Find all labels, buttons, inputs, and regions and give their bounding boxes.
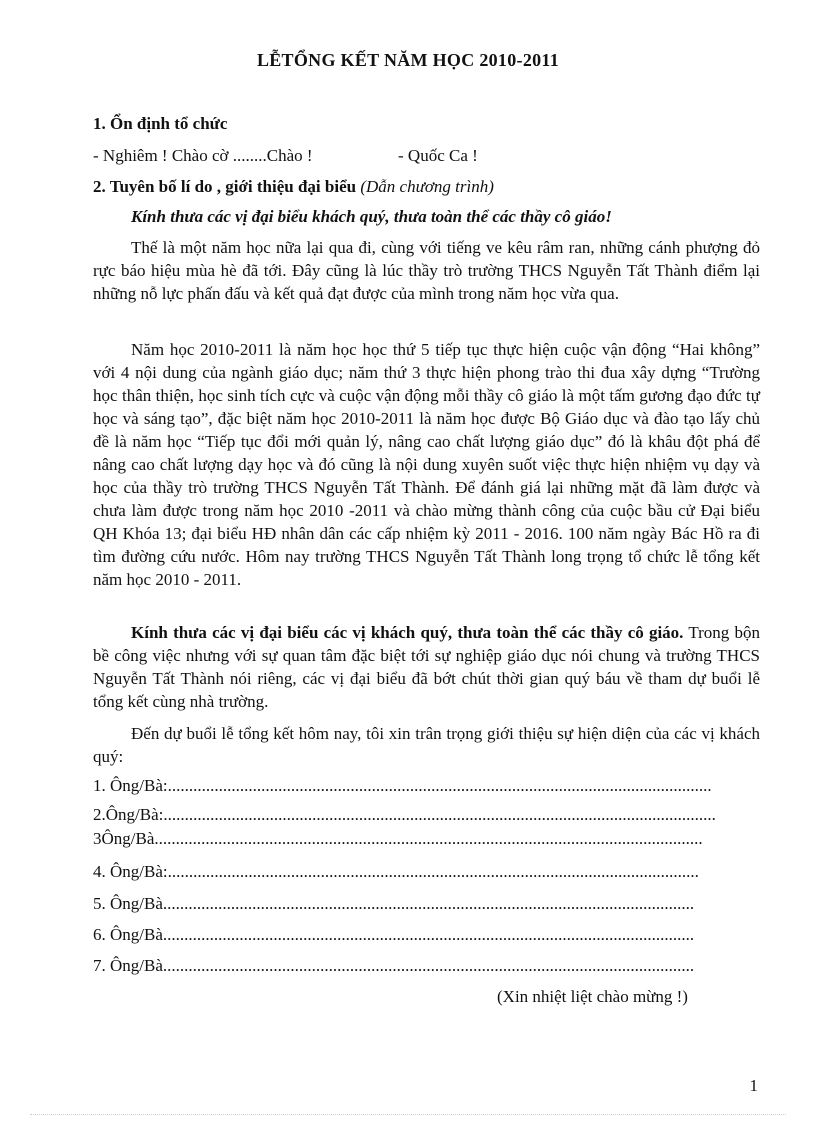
ceremony-opening-line: - Nghiêm ! Chào cờ ........Chào ! — [93, 146, 313, 165]
attendee-line-4: 4. Ông/Bà:............................................................................................................................. — [93, 862, 699, 881]
section2-heading-row — [93, 177, 494, 197]
section2-note: (Dẫn chương trình) — [360, 177, 494, 196]
paragraph-welcome — [93, 621, 760, 713]
attendee-line-5: 5. Ông/Bà............................................................................................................................. — [93, 894, 695, 913]
section1-heading: 1. Ổn định tổ chức — [93, 114, 228, 133]
attendee-line-7: 7. Ông/Bà............................................................................................................................. — [93, 956, 695, 975]
paragraph-intro: Thế là một năm học nữa lại qua đi, cùng với tiếng ve kêu râm ran, những cánh phượng đỏ rực báo hiệu mùa hè đã tới. Đây cũng là lúc thầy trò trường THCS Nguyễn Tất Thành điểm lại những nỗ lực phấn đấu và kết quả đạt được của mình trong năm học vừa qua. — [93, 238, 760, 303]
attendee-line-6: 6. Ông/Bà............................................................................................................................. — [93, 925, 695, 944]
attendee-line-1: 1. Ông/Bà:................................................................................................................................ — [93, 776, 712, 795]
national-anthem-line: - Quốc Ca ! — [398, 146, 478, 165]
page-number: 1 — [749, 1076, 758, 1095]
document-title: LỄTỔNG KẾT NĂM HỌC 2010-2011 — [256, 50, 560, 70]
paragraph-welcome-lead: Kính thưa các vị đại biểu các vị khách quý, thưa toàn thể các thầy cô giáo. — [131, 623, 684, 642]
greeting-line: Kính thưa các vị đại biểu khách quý, thưa toàn thể các thầy cô giáo! — [131, 207, 612, 226]
attendee-line-2: 2.Ông/Bà:.................................................................................................................................. — [93, 805, 716, 824]
attendee-line-3: 3Ông/Bà................................................................................................................................. — [93, 829, 703, 848]
paragraph-school-year: Năm học 2010-2011 là năm học học thứ 5 tiếp tục thực hiện cuộc vận động “Hai không” với 4 nội dung của ngành giáo dục; năm thứ 3 thực hiện phong trào thi đua xây dựng “Trường học thân thiện, học sinh tích cực và cuộc vận động mỗi thầy cô giáo là một tấm gương đạo đức tự học và sáng tạo”, đặc biệt năm học 2010-2011 là năm học được Bộ Giáo dục và đào tạo lấy chủ đề là năm học “Tiếp tục đổi mới quản lý, nâng cao chất lượng giáo dục” đó là khâu đột phá để nâng cao chất lượng dạy học và đó cũng là nội dung xuyên suốt việc thực hiện nhiệm vụ dạy và học của thầy trò trường THCS Nguyễn Tất Thành. Để đánh giá lại những mặt đã làm được và chưa làm được trong năm học 2010 -2011 và chào mừng thành công của cuộc bầu cử Đại biểu QH Khóa 13; đại biểu HĐ nhân dân các cấp nhiệm kỳ 2011 - 2016. 100 năm ngày Bác Hồ ra đi tìm đường cứu nước. Hôm nay trường THCS Nguyễn Tất Thành long trọng tổ chức lễ tổng kết năm học 2010 - 2011. — [93, 340, 760, 589]
paragraph-introduce-guests: Đến dự buổi lễ tổng kết hôm nay, tôi xin trân trọng giới thiệu sự hiện diện của các vị khách quý: — [93, 724, 760, 766]
section2-heading: 2. Tuyên bố lí do , giới thiệu đại biểu — [93, 177, 357, 196]
closing-line: (Xin nhiệt liệt chào mừng !) — [497, 987, 688, 1006]
paragraph-welcome-rest: Trong bộn bề công việc nhưng với sự quan tâm đặc biệt tới sự nghiệp giáo dục nói chung và trường THCS Nguyễn Tất Thành nói riêng, các vị đại biểu đã bớt chút thời gian quý báu về tham dự buổi lễ tổng kết cùng nhà trường. — [93, 623, 761, 711]
page-bottom-border — [30, 1114, 786, 1115]
